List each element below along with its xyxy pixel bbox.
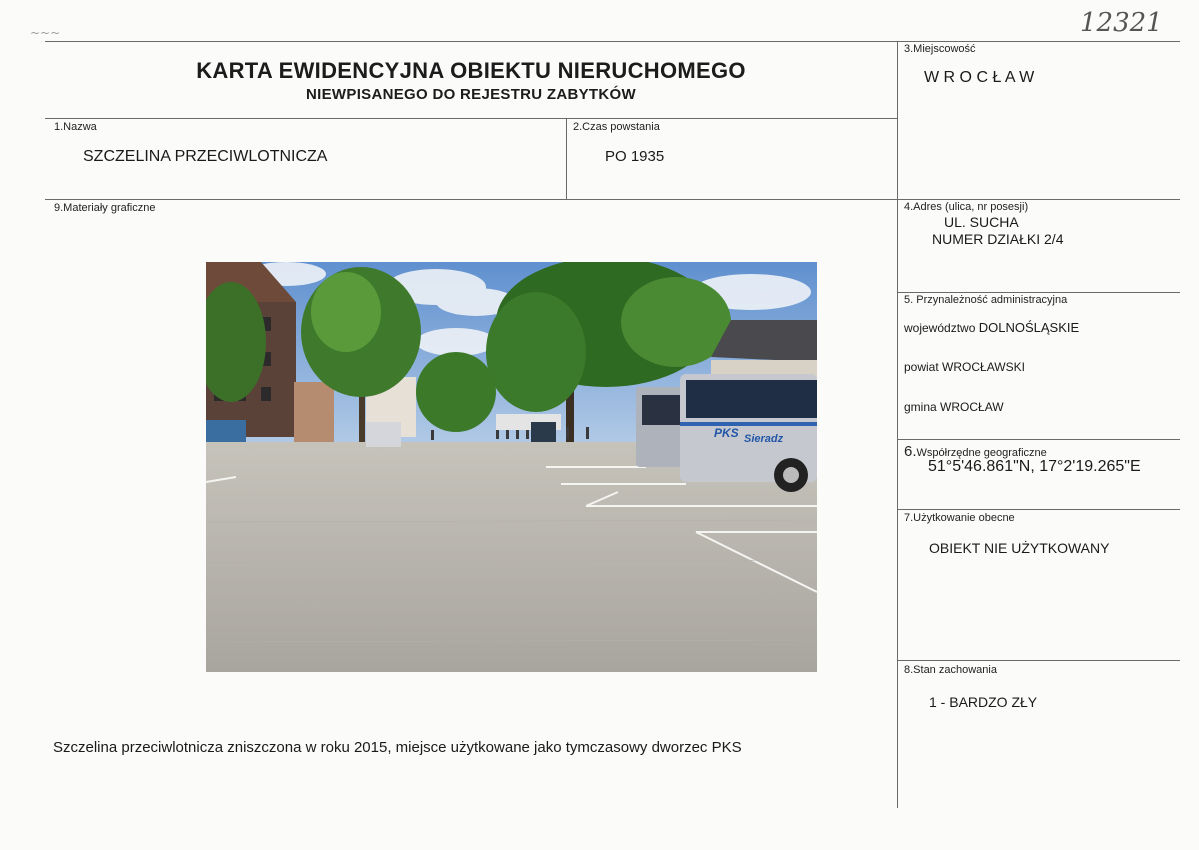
rule-right-4 bbox=[897, 509, 1180, 510]
building-mid bbox=[294, 382, 334, 442]
divider-name-date bbox=[566, 118, 567, 199]
stan-label: 8.Stan zachowania bbox=[904, 664, 997, 676]
uzytkowanie-label: 7.Użytkowanie obecne bbox=[904, 512, 1015, 524]
site-photo bbox=[206, 262, 817, 672]
rule-right-5 bbox=[897, 660, 1180, 661]
wspolrzedne-label-text: Współrzędne geograficzne bbox=[916, 447, 1047, 459]
czas-value: PO 1935 bbox=[605, 148, 665, 165]
rule-below-name bbox=[45, 199, 897, 200]
photo-caption: Szczelina przeciwlotnicza zniszczona w roku 2015, miejsce użytkowane jako tymczasowy dworzec PKS bbox=[53, 739, 742, 756]
wspolrzedne-value: 51°5'46.861"N, 17°2'19.265"E bbox=[928, 458, 1141, 475]
adres-line1: UL. SUCHA bbox=[944, 214, 1019, 230]
handwritten-number: 12321 bbox=[1080, 8, 1163, 38]
przynaleznosc-label: 5. Przynależność administracyjna bbox=[904, 294, 1068, 306]
gmina-label: gmina bbox=[904, 400, 937, 414]
uzytkowanie-value: OBIEKT NIE UŻYTKOWANY bbox=[929, 540, 1110, 556]
gmina-value: WROCŁAW bbox=[940, 400, 1004, 414]
gmina-row bbox=[904, 400, 1004, 414]
czas-label: 2.Czas powstania bbox=[573, 121, 660, 133]
kiosk bbox=[366, 422, 401, 447]
site-photo-drawing bbox=[206, 262, 817, 672]
wojewodztwo-row bbox=[904, 320, 1079, 335]
bus-back bbox=[636, 387, 686, 467]
rule-below-title bbox=[45, 118, 897, 119]
bus-city-text: Sieradz bbox=[744, 433, 784, 445]
rule-right-3 bbox=[897, 439, 1180, 440]
handwritten-mark: ~~~ bbox=[30, 26, 61, 40]
powiat-row bbox=[904, 360, 1025, 374]
bus-main bbox=[680, 374, 817, 492]
page-subtitle: NIEWPISANEGO DO REJESTRU ZABYTKÓW bbox=[306, 86, 636, 103]
adres-line2: NUMER DZIAŁKI 2/4 bbox=[932, 231, 1064, 247]
top-rule bbox=[45, 41, 1180, 42]
stan-value: 1 - BARDZO ZŁY bbox=[929, 694, 1038, 710]
wspolrzedne-number: 6. bbox=[904, 443, 917, 460]
rule-right-2 bbox=[897, 292, 1180, 293]
distant-bus-2 bbox=[531, 422, 556, 442]
rule-right-1 bbox=[897, 199, 1180, 200]
right-column-divider bbox=[897, 41, 898, 808]
page-title: KARTA EWIDENCYJNA OBIEKTU NIERUCHOMEGO bbox=[196, 58, 746, 83]
wojewodztwo-value: DOLNOŚLĄSKIE bbox=[978, 320, 1080, 335]
powiat-value: WROCŁAWSKI bbox=[942, 360, 1025, 374]
wojewodztwo-label: województwo bbox=[904, 321, 976, 335]
miejscowosc-value: W R O C Ł A W bbox=[924, 69, 1035, 86]
materialy-label: 9.Materiały graficzne bbox=[54, 202, 156, 214]
building-right bbox=[711, 320, 817, 380]
bus-brand-text: PKS bbox=[714, 426, 739, 440]
miejscowosc-label: 3.Miejscowość bbox=[904, 43, 976, 55]
nazwa-value: SZCZELINA PRZECIWLOTNICZA bbox=[83, 148, 328, 165]
powiat-label: powiat bbox=[904, 360, 939, 374]
adres-label: 4.Adres (ulica, nr posesji) bbox=[904, 201, 1029, 213]
nazwa-label: 1.Nazwa bbox=[54, 121, 97, 133]
